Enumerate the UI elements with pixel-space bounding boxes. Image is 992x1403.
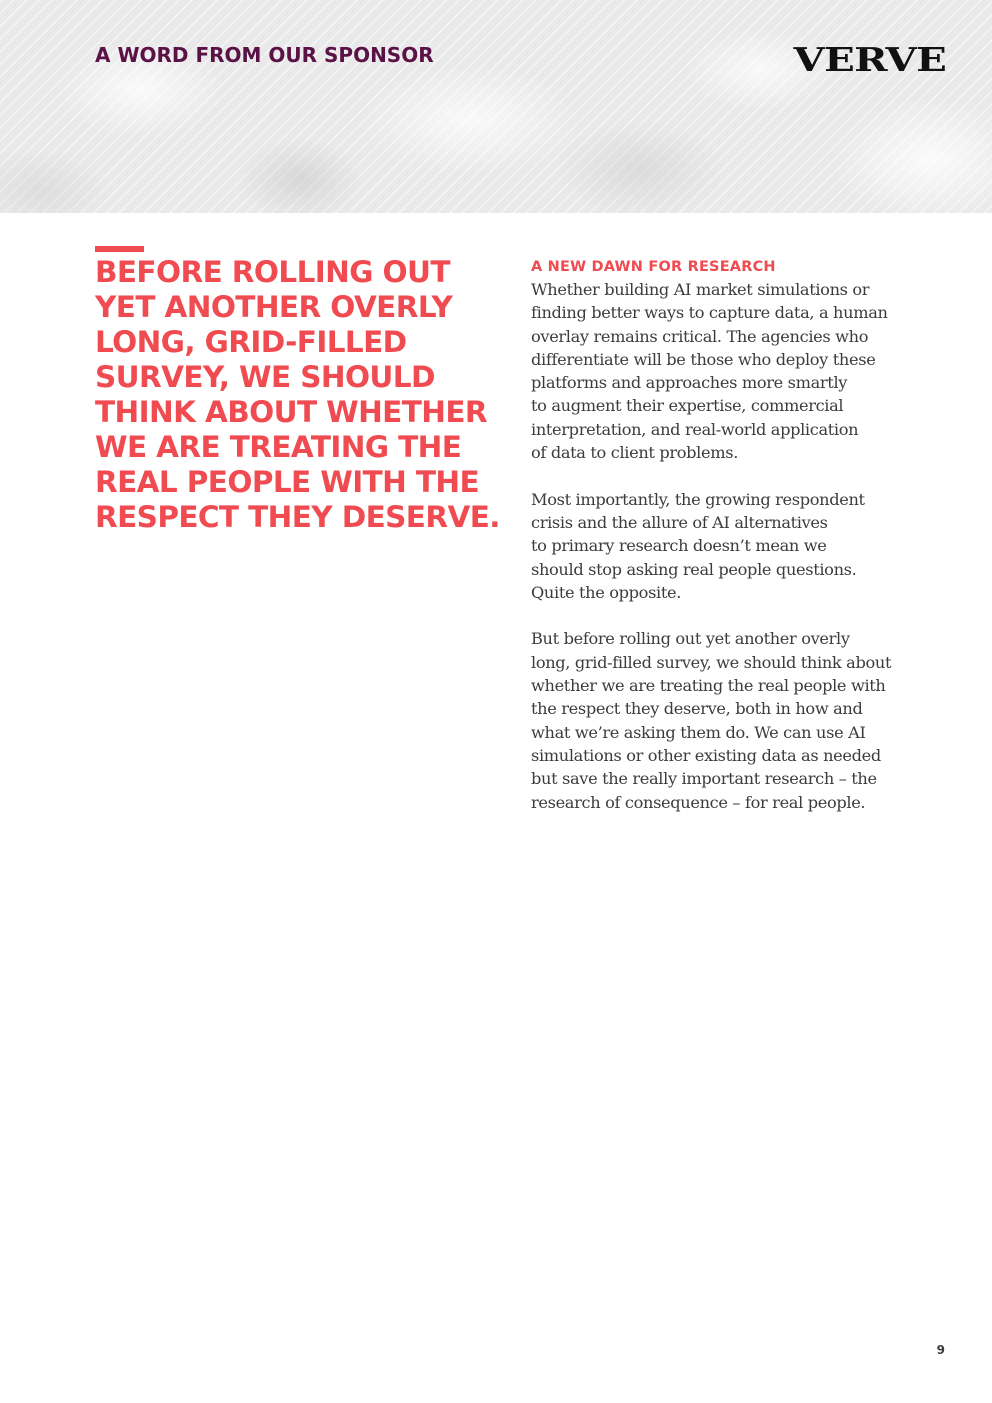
sponsor-label: A WORD FROM OUR SPONSOR [95, 43, 434, 67]
article-paragraph: Most importantly, the growing respondent crisis and the allure of AI alternatives to primary research doesn’t mean we should stop asking real people questions. Quite the opposite. [531, 489, 865, 602]
page-number: 9 [936, 1343, 945, 1357]
header-banner [0, 0, 992, 213]
verve-logo: VERVE [793, 40, 946, 79]
article-paragraph: But before rolling out yet another overly long, grid-filled survey, we should think about whether we are treating the real people with the respect they deserve, both in how and what we’re asking them do. We can use AI simulations or other existing data as needed but save the really important research – the research of consequence – for real people. [531, 629, 892, 812]
accent-bar [95, 246, 144, 252]
article-column [531, 257, 931, 837]
pull-quote: BEFORE ROLLING OUT YET ANOTHER OVERLY LONG, GRID-FILLED SURVEY, WE SHOULD THINK ABOUT WHETHER WE ARE TREATING THE REAL PEOPLE WITH THE RESPECT THEY DESERVE. [95, 255, 500, 534]
article-paragraph: Whether building AI market simulations or finding better ways to capture data, a human overlay remains critical. The agencies who differentiate will be those who deploy these platforms and approaches more smartly to augment their expertise, commercial interpretation, and real-world application of data to client problems. [531, 280, 888, 463]
section-heading: A NEW DAWN FOR RESEARCH [531, 259, 776, 275]
